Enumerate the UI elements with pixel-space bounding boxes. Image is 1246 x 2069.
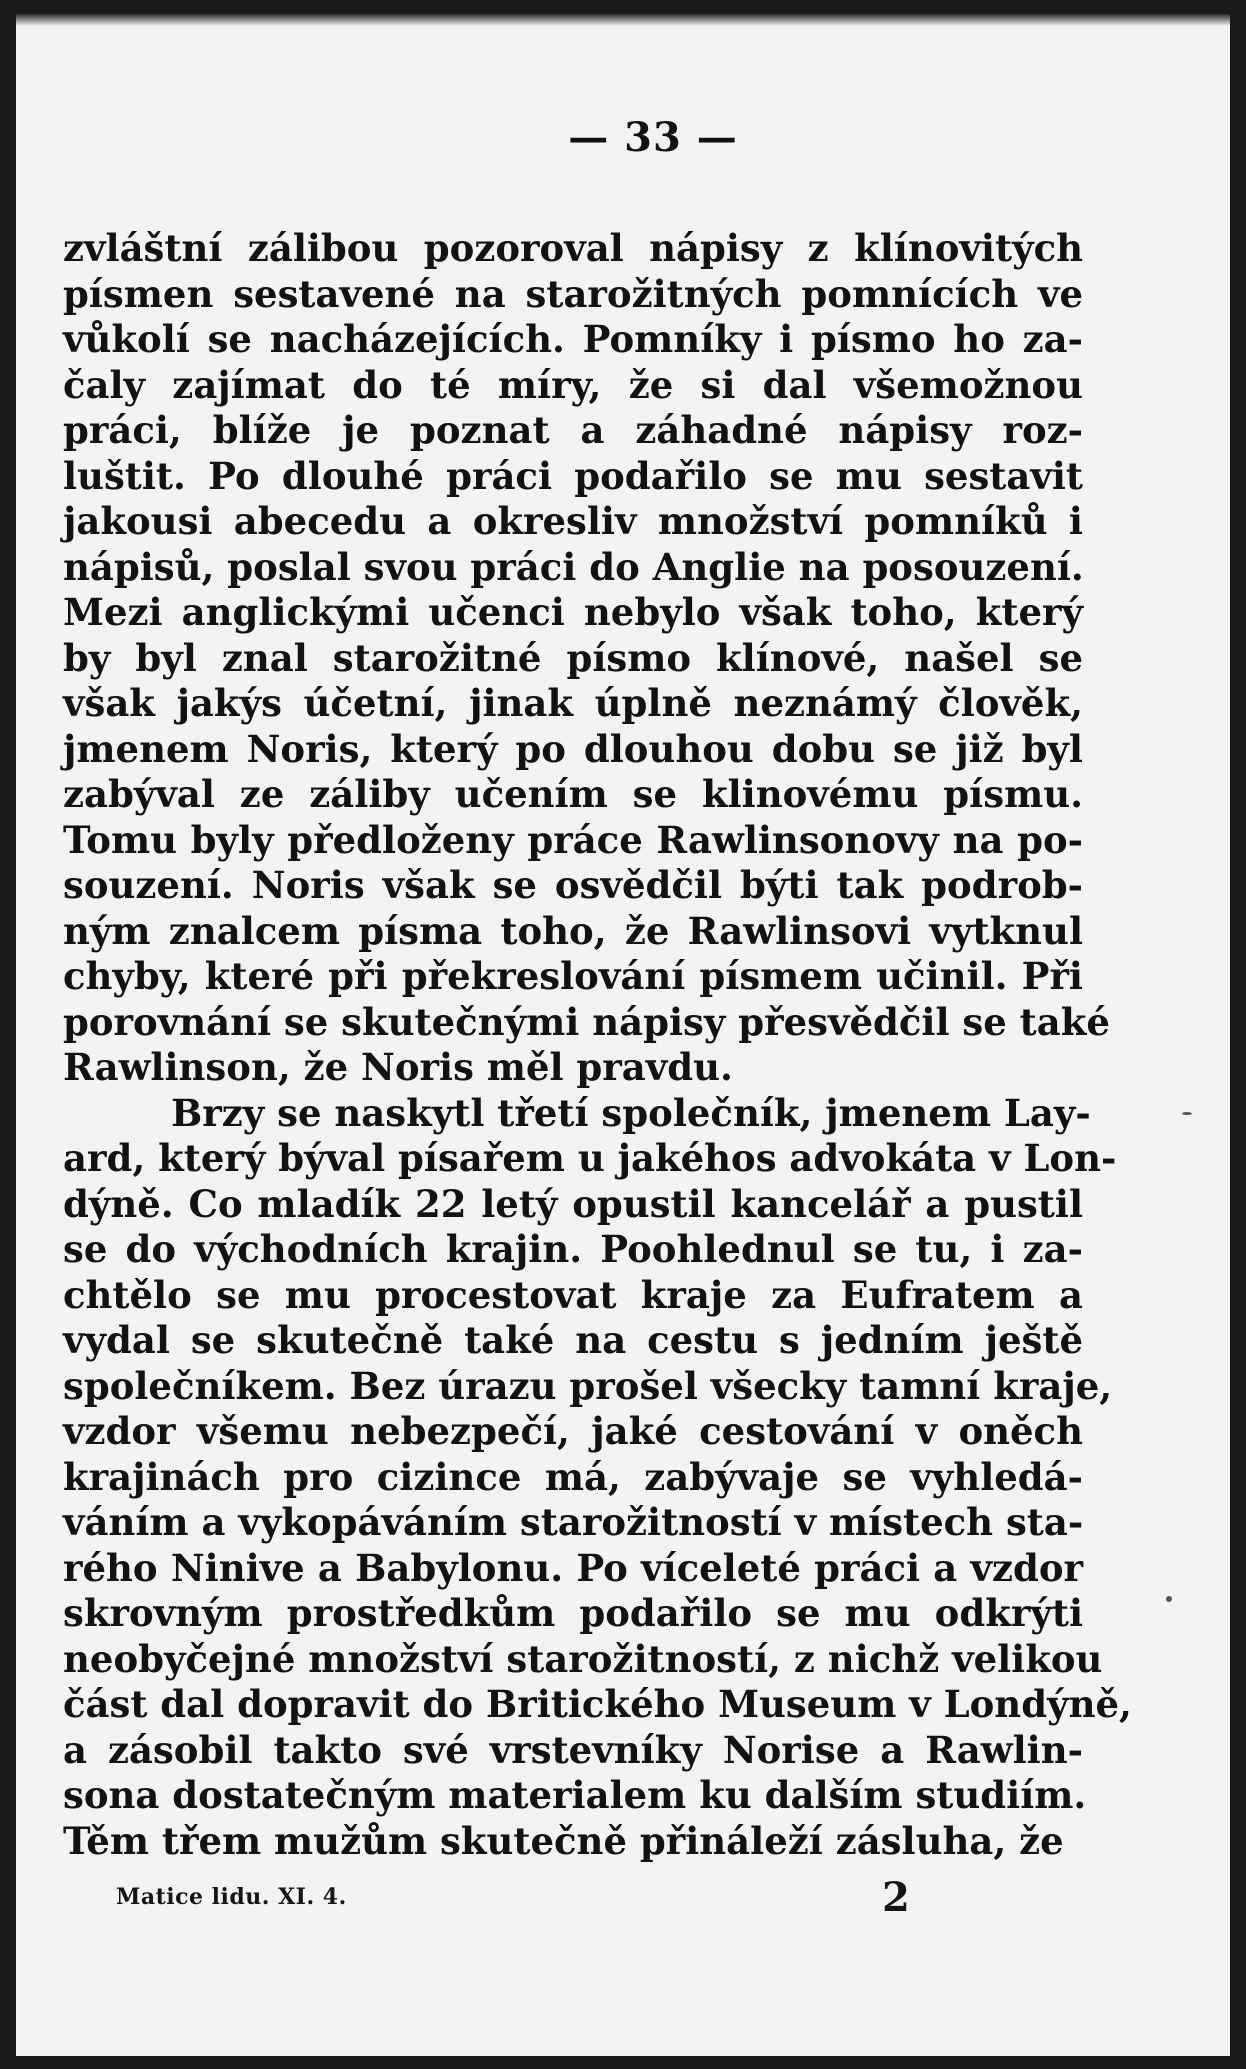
sheet-number: 2: [882, 1874, 910, 1921]
text-line: porovnání se skutečnými nápisy přesvědčil se také: [63, 999, 1110, 1044]
text-line: zabýval ze záliby učením se klinovému písmu.: [63, 772, 1083, 816]
text-line: Těm třem mužům skutečně přináleží zásluha, že: [63, 1818, 1064, 1863]
text-line: ard, který býval písařem u jakéhos advokáta v Lon-: [63, 1136, 1117, 1180]
text-line: se do východních krajin. Poohlednul se tu, i za-: [63, 1227, 1083, 1271]
text-line: chyby, které při překreslování písmem učinil. Při: [63, 954, 1083, 998]
text-line: neobyčejné množství starožitností, z nichž velikou: [63, 1636, 1103, 1681]
footer-signature: Matice lidu. XI. 4.: [116, 1884, 347, 1910]
text-line: Mezi anglickými učenci nebylo však toho, který: [63, 590, 1083, 634]
text-line: však jakýs účetní, jinak úplně neznámý člověk,: [63, 681, 1083, 725]
text-line: luštit. Po dlouhé práci podařilo se mu sestavit: [63, 453, 1083, 498]
text-line: rého Ninive a Babylonu. Po víceleté práci a vzdor: [63, 1545, 1083, 1590]
text-line: písmen sestavené na starožitných pomnících ve: [63, 271, 1083, 316]
scan-edge: [16, 14, 1230, 26]
text-line: vzdor všemu nebezpečí, jaké cestování v oněch: [63, 1409, 1083, 1453]
body-text: [63, 226, 1132, 1864]
book-page: [16, 14, 1230, 2056]
text-line: Tomu byly předloženy práce Rawlinsonovy na po-: [63, 817, 1083, 862]
text-line: práci, blíže je poznat a záhadné nápisy roz-: [63, 408, 1083, 452]
text-line: jmenem Noris, který po dlouhou dobu se již byl: [63, 726, 1083, 771]
text-line: a zásobil takto své vrstevníky Norise a Rawlin-: [63, 1727, 1083, 1772]
ink-speck: [1166, 1596, 1172, 1602]
text-line: souzení. Noris však se osvědčil býti tak podrob-: [63, 863, 1083, 907]
text-line: jakousi abecedu a okresliv množství pomníků i: [63, 499, 1083, 543]
text-line: ným znalcem písma toho, že Rawlinsovi vytknul: [63, 908, 1083, 953]
text-line: krajinách pro cizince má, zabývaje se vyhledá-: [63, 1454, 1083, 1499]
text-line: čaly zajímat do té míry, že si dal všemožnou: [63, 362, 1083, 407]
page-number: — 33 —: [568, 114, 738, 161]
text-line: váním a vykopáváním starožitností v místech sta-: [63, 1500, 1084, 1544]
ink-speck: [1182, 1112, 1192, 1115]
text-line: část dal dopravit do Britického Museum v Londýně,: [63, 1682, 1132, 1726]
text-line: dýně. Co mladík 22 letý opustil kancelář a pustil: [63, 1181, 1083, 1226]
text-line: Brzy se naskytl třetí společník, jmenem Lay-: [171, 1090, 1091, 1135]
text-line: sona dostatečným materialem ku dalším studiím.: [63, 1773, 1087, 1817]
text-line: vydal se skutečně také na cestu s jedním ještě: [63, 1318, 1083, 1362]
text-line: zvláštní zálibou pozoroval nápisy z klínovitých: [63, 226, 1083, 270]
text-line: vůkolí se nacházejících. Pomníky i písmo ho za-: [63, 317, 1083, 361]
text-line: by byl znal starožitné písmo klínové, našel se: [63, 635, 1083, 680]
text-line: společníkem. Bez úrazu prošel všecky tamní kraje,: [63, 1363, 1113, 1408]
text-line: chtělo se mu procestovat kraje za Eufratem a: [63, 1272, 1083, 1317]
text-line: skrovným prostředkům podařilo se mu odkrýti: [63, 1591, 1083, 1635]
text-line: nápisů, poslal svou práci do Anglie na posouzení.: [63, 544, 1084, 589]
text-line: Rawlinson, že Noris měl pravdu.: [63, 1045, 733, 1089]
